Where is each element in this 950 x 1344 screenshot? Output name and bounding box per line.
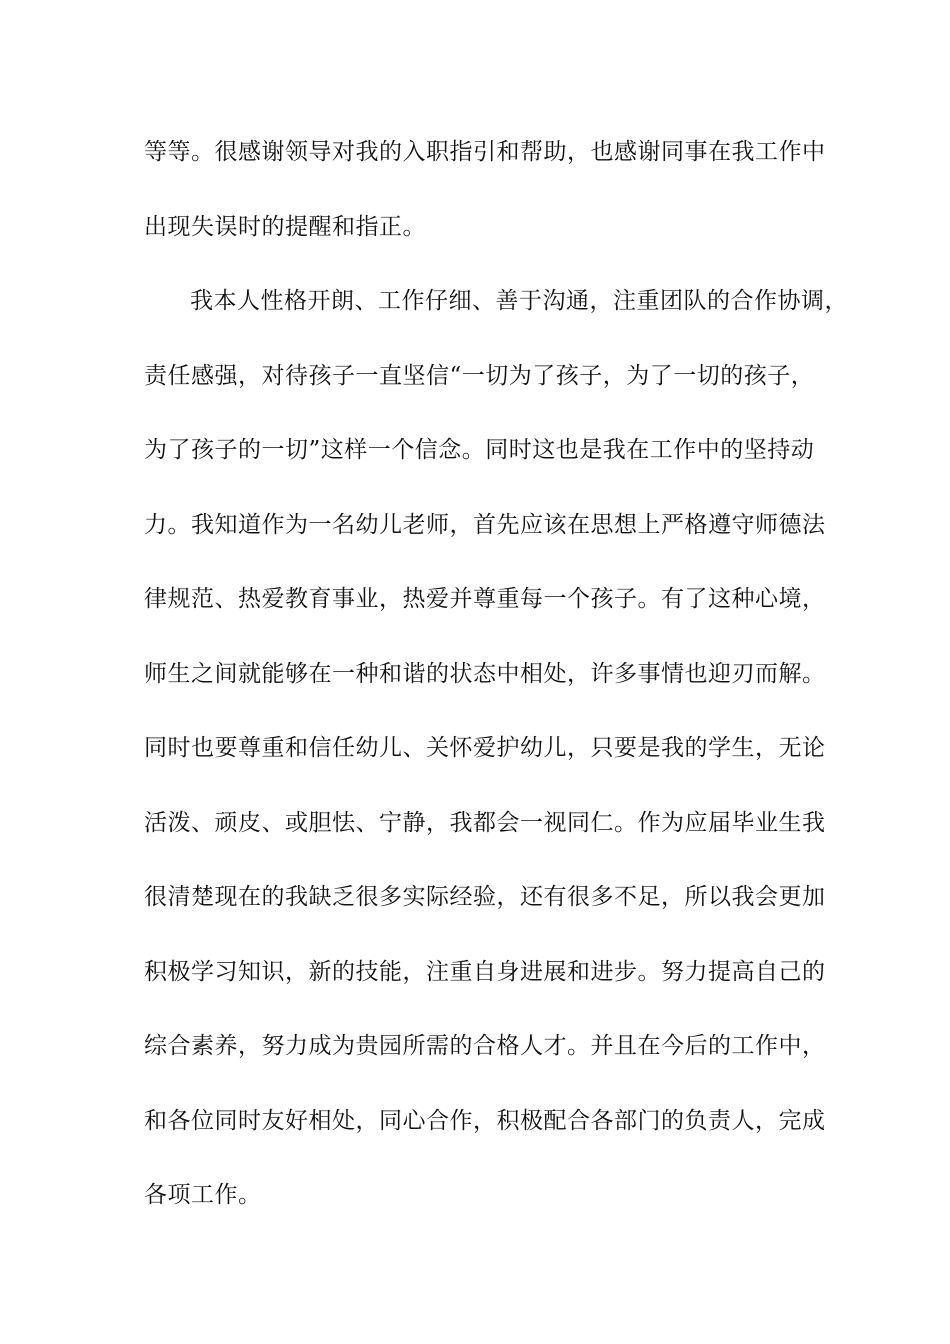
paragraph-2-line-7: 同时也要尊重和信任幼儿、关怀爱护幼儿，只要是我的学生，无论 bbox=[144, 735, 826, 761]
paragraph-2-line-1: 我本人性格开朗、工作仔细、善于沟通，注重团队的合作协调， bbox=[190, 288, 848, 314]
paragraph-2-line-2: 责任感强，对待孩子一直坚信“一切为了孩子，为了一切的孩子， bbox=[144, 362, 815, 389]
paragraph-2-line-10: 积极学习知识，新的技能，注重自身进展和进步。努力提高自己的 bbox=[144, 958, 826, 985]
paragraph-2-line-9: 很清楚现在的我缺乏很多实际经验，还有很多不足，所以我会更加 bbox=[144, 884, 826, 910]
paragraph-2-line-12: 和各位同时友好相处，同心合作，积极配合各部门的负责人，完成 bbox=[144, 1107, 826, 1134]
paragraph-2-line-4: 力。我知道作为一名幼儿老师，首先应该在思想上严格遵守师德法 bbox=[144, 511, 826, 538]
paragraph-2-line-6: 师生之间就能够在一种和谐的状态中相处，许多事情也迎刃而解。 bbox=[144, 660, 826, 687]
paragraph-2-line-3: 为了孩子的一切”这样一个信念。同时这也是我在工作中的坚持动 bbox=[144, 437, 815, 463]
paragraph-1-line-2: 出现失误时的提醒和指正。 bbox=[144, 213, 426, 240]
paragraph-2 bbox=[144, 264, 848, 1233]
paragraph-2-line-13: 各项工作。 bbox=[144, 1182, 262, 1208]
paragraph-2-line-11: 综合素养，努力成为贵园所需的合格人才。并且在今后的工作中， bbox=[144, 1033, 826, 1059]
paragraph-1-line-1: 等等。很感谢领导对我的入职指引和帮助，也感谢同事在我工作中 bbox=[144, 139, 826, 165]
paragraph-1 bbox=[144, 115, 844, 264]
paragraph-2-line-5: 律规范、热爱教育事业，热爱并尊重每一个孩子。有了这种心境， bbox=[144, 586, 826, 612]
paragraph-2-line-8: 活泼、顽皮、或胆怯、宁静，我都会一视同仁。作为应届毕业生我 bbox=[144, 809, 826, 836]
